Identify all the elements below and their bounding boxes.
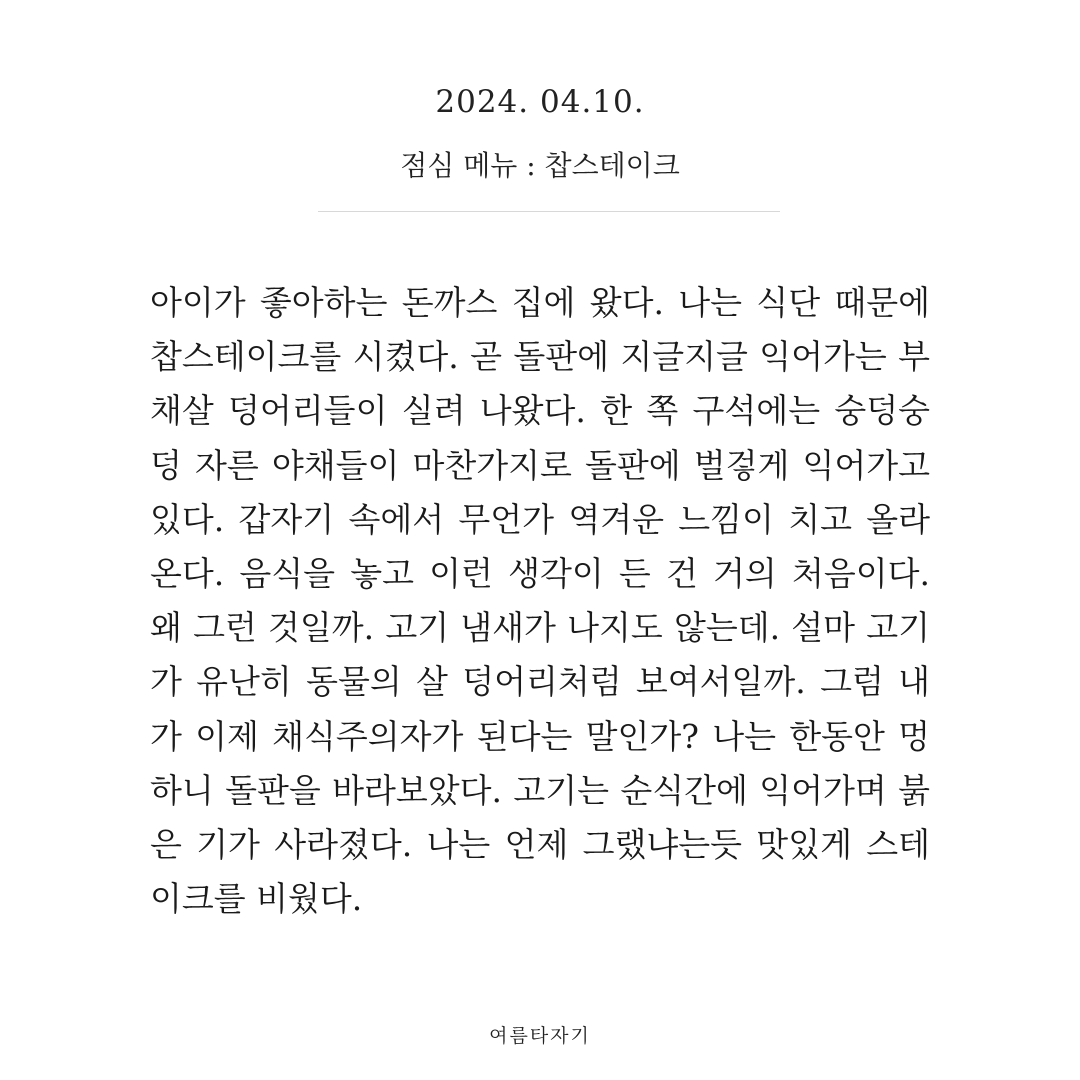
author-signature: 여름타자기 (489, 1025, 591, 1047)
entry-subtitle: 점심 메뉴 : 찹스테이크 (400, 149, 680, 182)
entry-date: 2024. 04.10. (435, 84, 645, 120)
entry-body: 아이가 좋아하는 돈까스 집에 왔다. 나는 식단 때문에 찹스테이크를 시켰다. 곧 돌판에 지글지글 익어가는 부채살 덩어리들이 실려 나왔다. 한 쪽 구석에는 숭덩숭덩 자른 야채들이 마찬가지로 돌판에 벌겋게 익어가고 있다. 갑자기 속에서 무언가 역겨운 느낌이 치고 올라온다. 음식을 놓고 이런 생각이 든 건 거의 처음이다. 왜 그런 것일까. 고기 냄새가 나지도 않는데. 설마 고기가 유난히 동물의 살 덩어리처럼 보여서일까. 그럼 내가 이제 채식주의자가 된다는 말인가? 나는 한동안 멍하니 돌판을 바라보았다. 고기는 순식간에 익어가며 붉은 기가 사라졌다. 나는 언제 그랬냐는듯 맛있게 스테이크를 비웠다. (150, 283, 930, 919)
title-divider (318, 211, 780, 212)
